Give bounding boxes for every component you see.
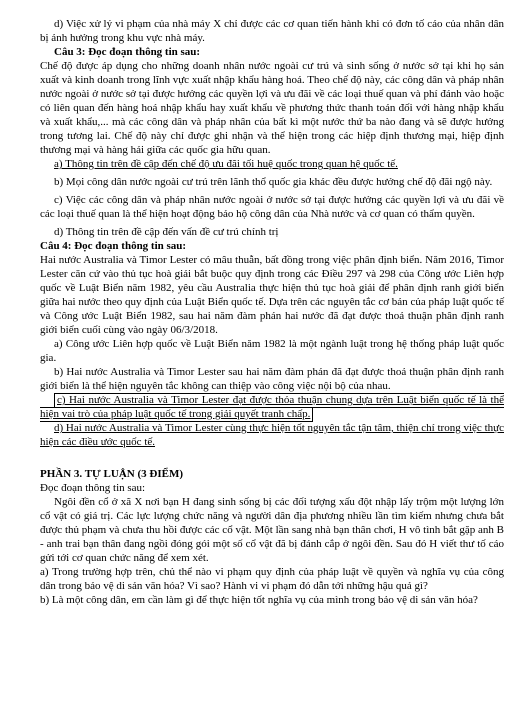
part-3-question-a: a) Trong trường hợp trên, chủ thể nào vi phạm quy định của pháp luật về quyền và nghĩa vụ của công dân trong bảo vệ di sản văn hóa? Vì sao? Hành vi vi phạm đó dẫn tới những hậu quả gì? <box>40 566 504 592</box>
q4-option-a: a) Công ước Liên hợp quốc về Luật Biển năm 1982 là một ngành luật trong hệ thống pháp luật quốc gia. <box>40 338 504 364</box>
q3-option-b: b) Mọi công dân nước ngoài cư trú trên lãnh thổ quốc gia khác đều được hưởng chế độ đãi ngộ này. <box>54 176 493 188</box>
q2-option-d: d) Việc xử lý vi phạm của nhà máy X chỉ được các cơ quan tiến hành khi có đơn tố cáo của nhân dân bị ảnh hưởng trong khu vực nhà máy. <box>40 18 504 44</box>
question-4-title: Câu 4: Đọc đoạn thông tin sau: <box>40 240 187 252</box>
document-page <box>40 0 504 607</box>
part-3-intro: Đọc đoạn thông tin sau: <box>40 482 146 494</box>
part-3-passage: Ngôi đền cổ ở xã X nơi bạn H đang sinh sống bị các đối tượng xấu đột nhập lấy trộm một lượng lớn cổ vật có giá trị. Các lực lượng chức năng và người dân địa phương nhiều lần tìm kiếm nhưng chưa bắt được thủ phạm và chưa thu hồi được các cổ vật. Một lần sang nhà bạn thân chơi, H vô tình bắt gặp anh B - anh trai bạn thân đang ngồi đóng gói một số cổ vật đã bị đánh cắp ở ngôi đền. Sau đó H viết thư tố cáo gửi tới cơ quan chức năng để xem xét. <box>40 496 504 564</box>
q4-option-c <box>40 393 504 421</box>
q3-option-c: c) Việc các công dân và pháp nhân nước ngoài ở nước sở tại được hưởng các quyền lợi và ưu đãi về các loại thuế quan là thể hiện hoạt động bảo hộ công dân của Nhà nước và cơ quan có thẩm quyền. <box>40 194 504 220</box>
q3-option-d: d) Thông tin trên đề cập đến vấn đề cư trú chính trị <box>54 226 279 238</box>
part-3-question-b: b) Là một công dân, em cần làm gì để thực hiện tốt nghĩa vụ của mình trong bảo vệ di sản văn hóa? <box>40 594 478 606</box>
q4-option-d: d) Hai nước Australia và Timor Lester cùng thực hiện tốt nguyên tắc tận tâm, thiện chí trong việc thực hiện các điều ước quốc tế. <box>40 422 504 448</box>
q4-option-c-text: c) Hai nước Australia và Timor Lester đạt được thỏa thuận chung dựa trên Luật biển quốc tế là thể hiện vai trò của pháp luật quốc tế trong giải quyết tranh chấp. <box>40 394 504 420</box>
part-3-title: PHẦN 3. TỰ LUẬN (3 ĐIỂM) <box>40 468 183 480</box>
question-4-passage: Hai nước Australia và Timor Lester có mâu thuẫn, bất đồng trong việc phân định biển. Năm 2016, Timor Lester căn cứ vào thủ tục hoà giải bắt buộc quy định trong các Điều 297 và 298 của Công ước Liên hợp quốc về Luật Biển năm 1982, yêu cầu Australia thực hiện thủ tục hoà giải để phân định ranh giới biển giữa hai nước theo quy định của Luật Biển quốc tế. Dựa trên các nguyên tắc cơ bản của pháp luật quốc tế và Công ước Luật Biển 1982, sau hai năm đàm phán hai nước đã đạt được thoả thuận phân định ranh giới biển cuối cùng vào ngày 06/3/2018. <box>40 254 504 336</box>
q3-option-a: a) Thông tin trên đề cập đến chế độ ưu đãi tối huệ quốc trong quan hệ quốc tế. <box>54 158 398 170</box>
q4-option-b: b) Hai nước Australia và Timor Lester sau hai năm đàm phán đã đạt được thoả thuận phân định ranh giới biển là thể hiện nguyên tắc không can thiệp vào công việc nội bộ của nhau. <box>40 366 504 392</box>
question-3-passage: Chế độ được áp dụng cho những doanh nhân nước ngoài cư trú và sinh sống ở nước sở tại khi họ sản xuất và kinh doanh trong lĩnh vực xuất nhập khẩu hàng hoá. Theo chế độ này, các công dân và pháp nhân nước ngoài ở nước sở tại được hưởng các quyền lợi và ưu đãi về các loại thuế quan và phí đánh vào hoặc có liên quan đến hàng hoá nhập khẩu hay xuất khẩu về phương thức thanh toán đối với hàng nhập khẩu và xuất khẩu,... mà các công dân và pháp nhân của bất kì một nước thứ ba nào đang và sẽ được hưởng trong tương lai. Chế độ này chỉ được ghi nhận và thể hiện trong các hiệp định thương mại, hiệp định thương mại và hàng hải giữa các quốc gia hữu quan. <box>40 60 504 156</box>
question-3-title: Câu 3: Đọc đoạn thông tin sau: <box>54 46 201 58</box>
